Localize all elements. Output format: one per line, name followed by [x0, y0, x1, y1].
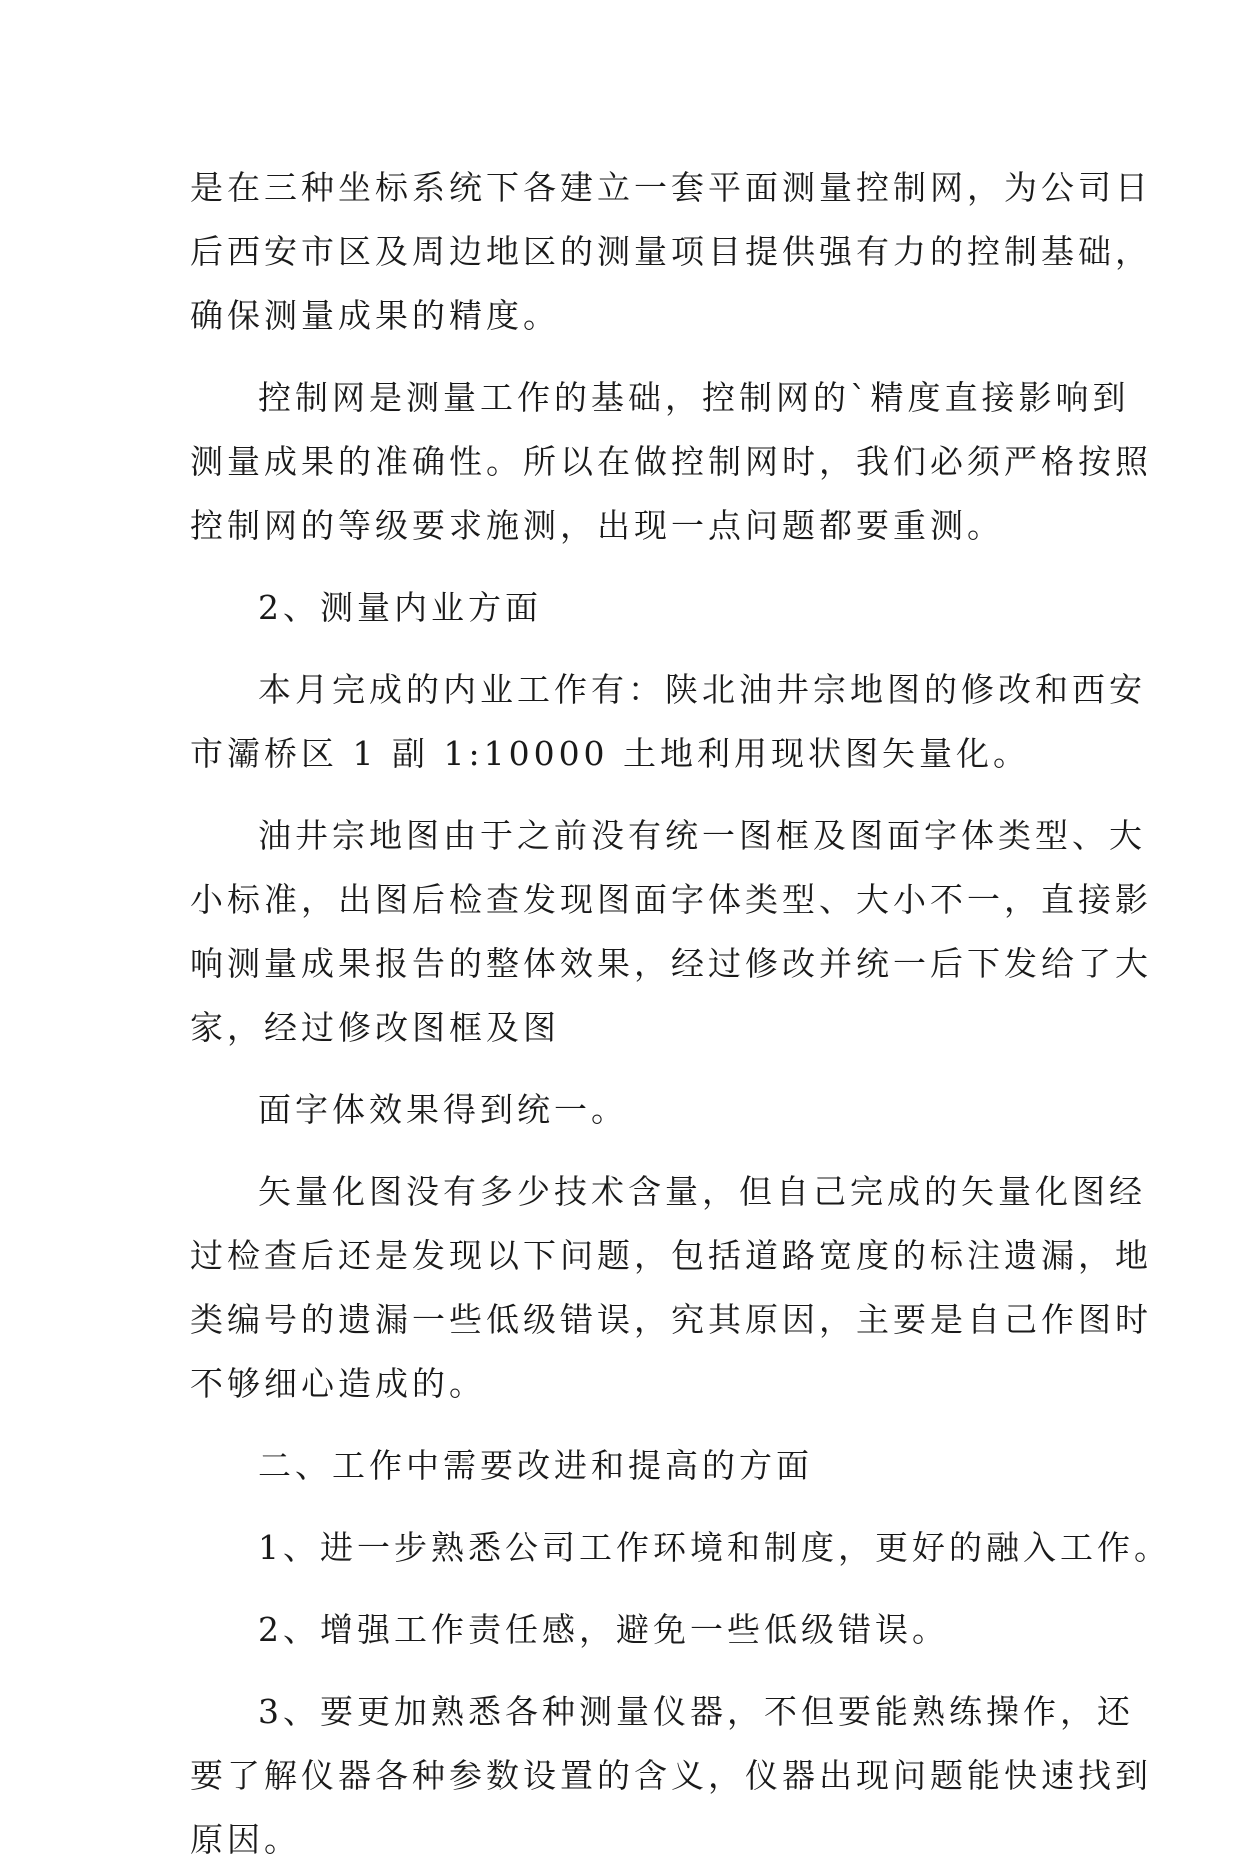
paragraph: [190, 804, 1152, 1060]
text-line: 后西安市区及周边地区的测量项目提供强有力的控制基础，: [190, 232, 1152, 271]
text-line: 原因。: [190, 1820, 301, 1859]
text-line: 控制网是测量工作的基础，控制网的`精度直接影响到: [258, 378, 1130, 417]
list-item: [190, 1680, 1152, 1872]
paragraph: [190, 658, 1146, 786]
text-line: 过检查后还是发现以下问题，包括道路宽度的标注遗漏，地: [190, 1236, 1152, 1275]
text-line: 二、工作中需要改进和提高的方面: [258, 1446, 813, 1485]
paragraph: [190, 1160, 1152, 1416]
section-heading: [190, 1434, 1060, 1498]
text-line: 小标准，出图后检查发现图面字体类型、大小不一，直接影: [190, 880, 1152, 919]
text-line: 控制网的等级要求施测，出现一点问题都要重测。: [190, 506, 1004, 545]
text-line: 确保测量成果的精度。: [190, 296, 560, 335]
text-line: 响测量成果报告的整体效果，经过修改并统一后下发给了大: [190, 944, 1152, 983]
text-line: 要了解仪器各种参数设置的含义，仪器出现问题能快速找到: [190, 1756, 1152, 1795]
text-line: 类编号的遗漏一些低级错误，究其原因，主要是自己作图时: [190, 1300, 1152, 1339]
text-line: 面字体效果得到统一。: [258, 1090, 628, 1129]
list-item: [190, 1598, 1060, 1662]
text-line: 2、增强工作责任感，避免一些低级错误。: [258, 1610, 949, 1649]
text-line: 油井宗地图由于之前没有统一图框及图面字体类型、大: [258, 816, 1146, 855]
text-line: 家，经过修改图框及图: [190, 1008, 560, 1047]
document-body: [190, 156, 1171, 1872]
list-item: [190, 1516, 1171, 1580]
text-line: 不够细心造成的。: [190, 1364, 486, 1403]
text-line: 市灞桥区 1 副 1:10000 土地利用现状图矢量化。: [190, 734, 1031, 773]
section-heading: [190, 576, 1060, 640]
text-line: 1、进一步熟悉公司工作环境和制度，更好的融入工作。: [258, 1528, 1171, 1567]
text-line: 是在三种坐标系统下各建立一套平面测量控制网，为公司日: [190, 168, 1152, 207]
text-line: 测量成果的准确性。所以在做控制网时，我们必须严格按照: [190, 442, 1152, 481]
paragraph: [190, 1078, 1060, 1142]
text-line: 矢量化图没有多少技术含量，但自己完成的矢量化图经: [258, 1172, 1146, 1211]
paragraph: [190, 156, 1152, 348]
text-line: 2、测量内业方面: [258, 588, 542, 627]
text-line: 3、要更加熟悉各种测量仪器，不但要能熟练操作，还: [258, 1692, 1134, 1731]
paragraph: [190, 366, 1152, 558]
text-line: 本月完成的内业工作有：陕北油井宗地图的修改和西安: [258, 670, 1146, 709]
